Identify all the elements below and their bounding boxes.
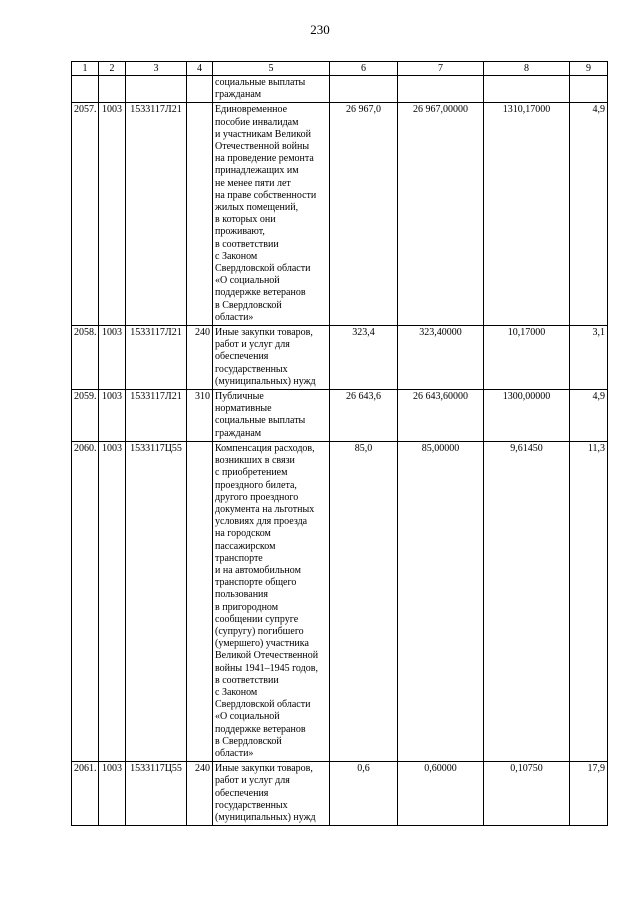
approved-amount: 85,00000 [398, 441, 484, 761]
planned-amount: 26 967,0 [330, 103, 398, 326]
approved-amount [398, 76, 484, 103]
table-row [72, 441, 608, 761]
row-number: 2058. [72, 326, 99, 390]
approved-amount: 0,60000 [398, 762, 484, 826]
table-row [72, 326, 608, 390]
section-code: 1003 [99, 762, 126, 826]
page-number: 230 [310, 22, 330, 37]
row-number: 2057. [72, 103, 99, 326]
executed-amount: 10,17000 [484, 326, 570, 390]
item-name: Компенсация расходов, возникших в связи с приобретением проездного билета, другого проездного документа на льготных условиях для проезда на городском пассажирском транспорте и на автомобильном транспорте общего пользования в пригородном сообщении супруге (супругу) погибшего (умершего) участника Великой Отечественной войны 1941–1945 годов, в соответствии с Законом Свердловской области «О социальной поддержке ветеранов в Свердловской области» [213, 441, 330, 761]
table-row [72, 76, 608, 103]
expense-type-code [187, 103, 213, 326]
execution-percent: 11,3 [570, 441, 608, 761]
row-number: 2059. [72, 390, 99, 442]
column-header: 9 [570, 62, 608, 76]
expense-type-code: 240 [187, 762, 213, 826]
executed-amount: 1300,00000 [484, 390, 570, 442]
row-number: 2061. [72, 762, 99, 826]
planned-amount: 85,0 [330, 441, 398, 761]
executed-amount [484, 76, 570, 103]
target-article-code [126, 76, 187, 103]
execution-percent: 3,1 [570, 326, 608, 390]
expense-type-code: 310 [187, 390, 213, 442]
column-header: 2 [99, 62, 126, 76]
expense-type-code [187, 441, 213, 761]
approved-amount: 26 967,00000 [398, 103, 484, 326]
column-header: 6 [330, 62, 398, 76]
column-header: 1 [72, 62, 99, 76]
section-code: 1003 [99, 441, 126, 761]
executed-amount: 0,10750 [484, 762, 570, 826]
target-article-code: 1533117Л21 [126, 103, 187, 326]
table-row [72, 103, 608, 326]
table-row [72, 390, 608, 442]
approved-amount: 323,40000 [398, 326, 484, 390]
section-code [99, 76, 126, 103]
planned-amount [330, 76, 398, 103]
budget-table [71, 61, 608, 826]
execution-percent: 4,9 [570, 103, 608, 326]
target-article-code: 1533117Ц55 [126, 441, 187, 761]
item-name: Публичные нормативные социальные выплаты гражданам [213, 390, 330, 442]
row-number: 2060. [72, 441, 99, 761]
section-code: 1003 [99, 390, 126, 442]
execution-percent [570, 76, 608, 103]
section-code: 1003 [99, 326, 126, 390]
expense-type-code: 240 [187, 326, 213, 390]
row-number [72, 76, 99, 103]
column-header: 8 [484, 62, 570, 76]
section-code: 1003 [99, 103, 126, 326]
target-article-code: 1533117Ц55 [126, 762, 187, 826]
executed-amount: 1310,17000 [484, 103, 570, 326]
expense-type-code [187, 76, 213, 103]
executed-amount: 9,61450 [484, 441, 570, 761]
item-name: Иные закупки товаров, работ и услуг для обеспечения государственных (муниципальных) нужд [213, 762, 330, 826]
column-header: 7 [398, 62, 484, 76]
execution-percent: 17,9 [570, 762, 608, 826]
approved-amount: 26 643,60000 [398, 390, 484, 442]
table-row [72, 762, 608, 826]
target-article-code: 1533117Л21 [126, 390, 187, 442]
column-header: 5 [213, 62, 330, 76]
execution-percent: 4,9 [570, 390, 608, 442]
item-name: Единовременное пособие инвалидам и участникам Великой Отечественной войны на проведение ремонта принадлежащих им не менее пяти лет на праве собственности жилых помещений, в которых они проживают, в соответствии с Законом Свердловской области «О социальной поддержке ветеранов в Свердловской области» [213, 103, 330, 326]
planned-amount: 26 643,6 [330, 390, 398, 442]
planned-amount: 0,6 [330, 762, 398, 826]
item-name: Иные закупки товаров, работ и услуг для обеспечения государственных (муниципальных) нужд [213, 326, 330, 390]
table-header-row [72, 62, 608, 76]
column-header: 3 [126, 62, 187, 76]
target-article-code: 1533117Л21 [126, 326, 187, 390]
item-name: социальные выплаты гражданам [213, 76, 330, 103]
planned-amount: 323,4 [330, 326, 398, 390]
column-header: 4 [187, 62, 213, 76]
